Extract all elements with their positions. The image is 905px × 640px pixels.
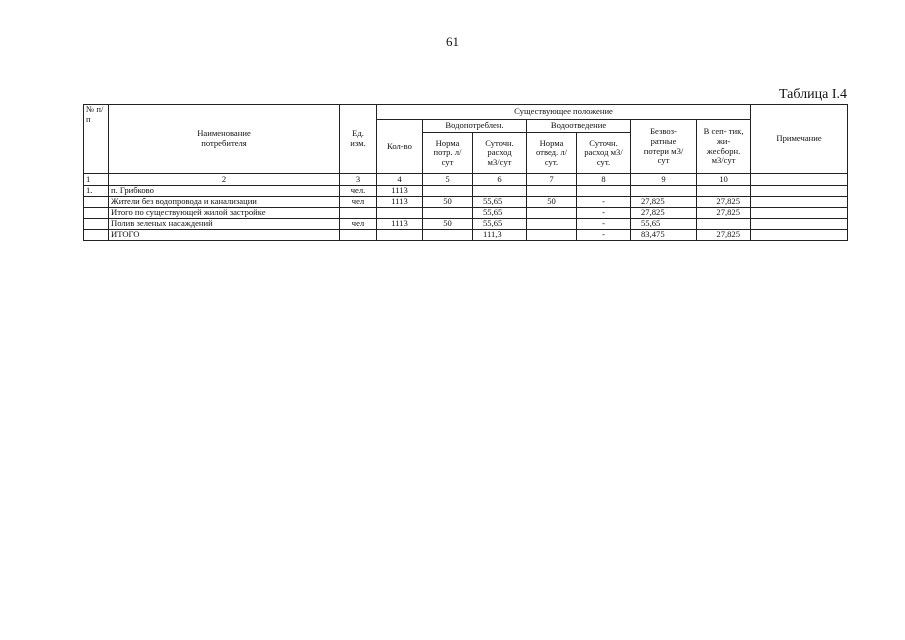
row-norm-consumption [423,186,473,197]
row-norm-consumption: 50 [423,219,473,230]
row-septic: 27,825 [697,197,751,208]
row-qty [377,230,423,241]
row-name: Жители без водопровода и канализации [109,197,340,208]
row-unit [340,208,377,219]
row-septic: 27,825 [697,230,751,241]
row-note [751,208,848,219]
header-water-disposal: Водоотведение [527,120,631,133]
row-qty: 1113 [377,186,423,197]
row-num [84,208,109,219]
row-norm-disposal [527,219,577,230]
row-daily-consumption: 111,3 [473,230,527,241]
row-name: п. Грибково [109,186,340,197]
row-daily-disposal [577,186,631,197]
header-name: Наименование потребителя [109,105,340,174]
row-note [751,186,848,197]
column-number: 3 [340,174,377,186]
header-daily-disposal: Суточн. расход м3/сут. [577,133,631,174]
row-septic: 27,825 [697,208,751,219]
row-septic [697,219,751,230]
table-row [84,186,848,197]
row-septic [697,186,751,197]
water-balance-table [83,104,848,241]
row-num: 1. [84,186,109,197]
row-unit: чел [340,219,377,230]
table-row [84,219,848,230]
header-norm-consumption: Норма потр. л/сут [423,133,473,174]
row-daily-disposal: - [577,219,631,230]
column-number: 2 [109,174,340,186]
row-num [84,230,109,241]
header-existing: Существующее положение [377,105,751,120]
column-number: 6 [473,174,527,186]
header-norm-disposal: Норма отвед. л/сут. [527,133,577,174]
column-number: 1 [84,174,109,186]
row-name: ИТОГО [109,230,340,241]
row-norm-disposal [527,186,577,197]
table-row [84,230,848,241]
row-norm-consumption [423,208,473,219]
row-norm-disposal: 50 [527,197,577,208]
row-unit: чел [340,197,377,208]
row-num [84,219,109,230]
row-norm-disposal [527,230,577,241]
row-irrecoverable: 27,825 [631,208,697,219]
row-irrecoverable [631,186,697,197]
row-qty: 1113 [377,197,423,208]
row-unit: чел. [340,186,377,197]
row-irrecoverable: 27,825 [631,197,697,208]
row-daily-consumption: 55,65 [473,208,527,219]
row-note [751,230,848,241]
row-daily-consumption: 55,65 [473,197,527,208]
header-qty: Кол-во [377,120,423,174]
column-number: 8 [577,174,631,186]
row-unit [340,230,377,241]
page-number: 61 [446,34,459,49]
table-row [84,197,848,208]
row-irrecoverable: 83,475 [631,230,697,241]
row-daily-disposal: - [577,197,631,208]
column-number: 4 [377,174,423,186]
row-norm-consumption [423,230,473,241]
row-daily-consumption [473,186,527,197]
row-daily-consumption: 55,65 [473,219,527,230]
header-septic: В сеп- тик, жи- жесборн. м3/сут [697,120,751,174]
row-name: Полив зеленых насаждений [109,219,340,230]
row-note [751,219,848,230]
header-daily-consumption: Суточн. расход м3/сут [473,133,527,174]
row-norm-consumption: 50 [423,197,473,208]
header-irrecoverable: Безвоз- ратные потери м3/сут [631,120,697,174]
header-unit: Ед. изм. [340,105,377,174]
column-number: 9 [631,174,697,186]
row-daily-disposal: - [577,208,631,219]
row-norm-disposal [527,208,577,219]
column-number: 10 [697,174,751,186]
row-name: Итого по существующей жилой застройке [109,208,340,219]
row-qty: 1113 [377,219,423,230]
row-qty [377,208,423,219]
column-number-row [84,174,848,186]
header-water-consumption: Водопотреблен. [423,120,527,133]
column-number: 7 [527,174,577,186]
header-note: Примечание [751,105,848,174]
row-num [84,197,109,208]
row-daily-disposal: - [577,230,631,241]
column-number-blank [751,174,848,186]
row-irrecoverable: 55,65 [631,219,697,230]
header-num: № п/п [84,105,109,174]
table-row [84,208,848,219]
table-caption: Таблица I.4 [778,87,847,102]
column-number: 5 [423,174,473,186]
row-note [751,197,848,208]
header-row-1 [84,105,848,120]
